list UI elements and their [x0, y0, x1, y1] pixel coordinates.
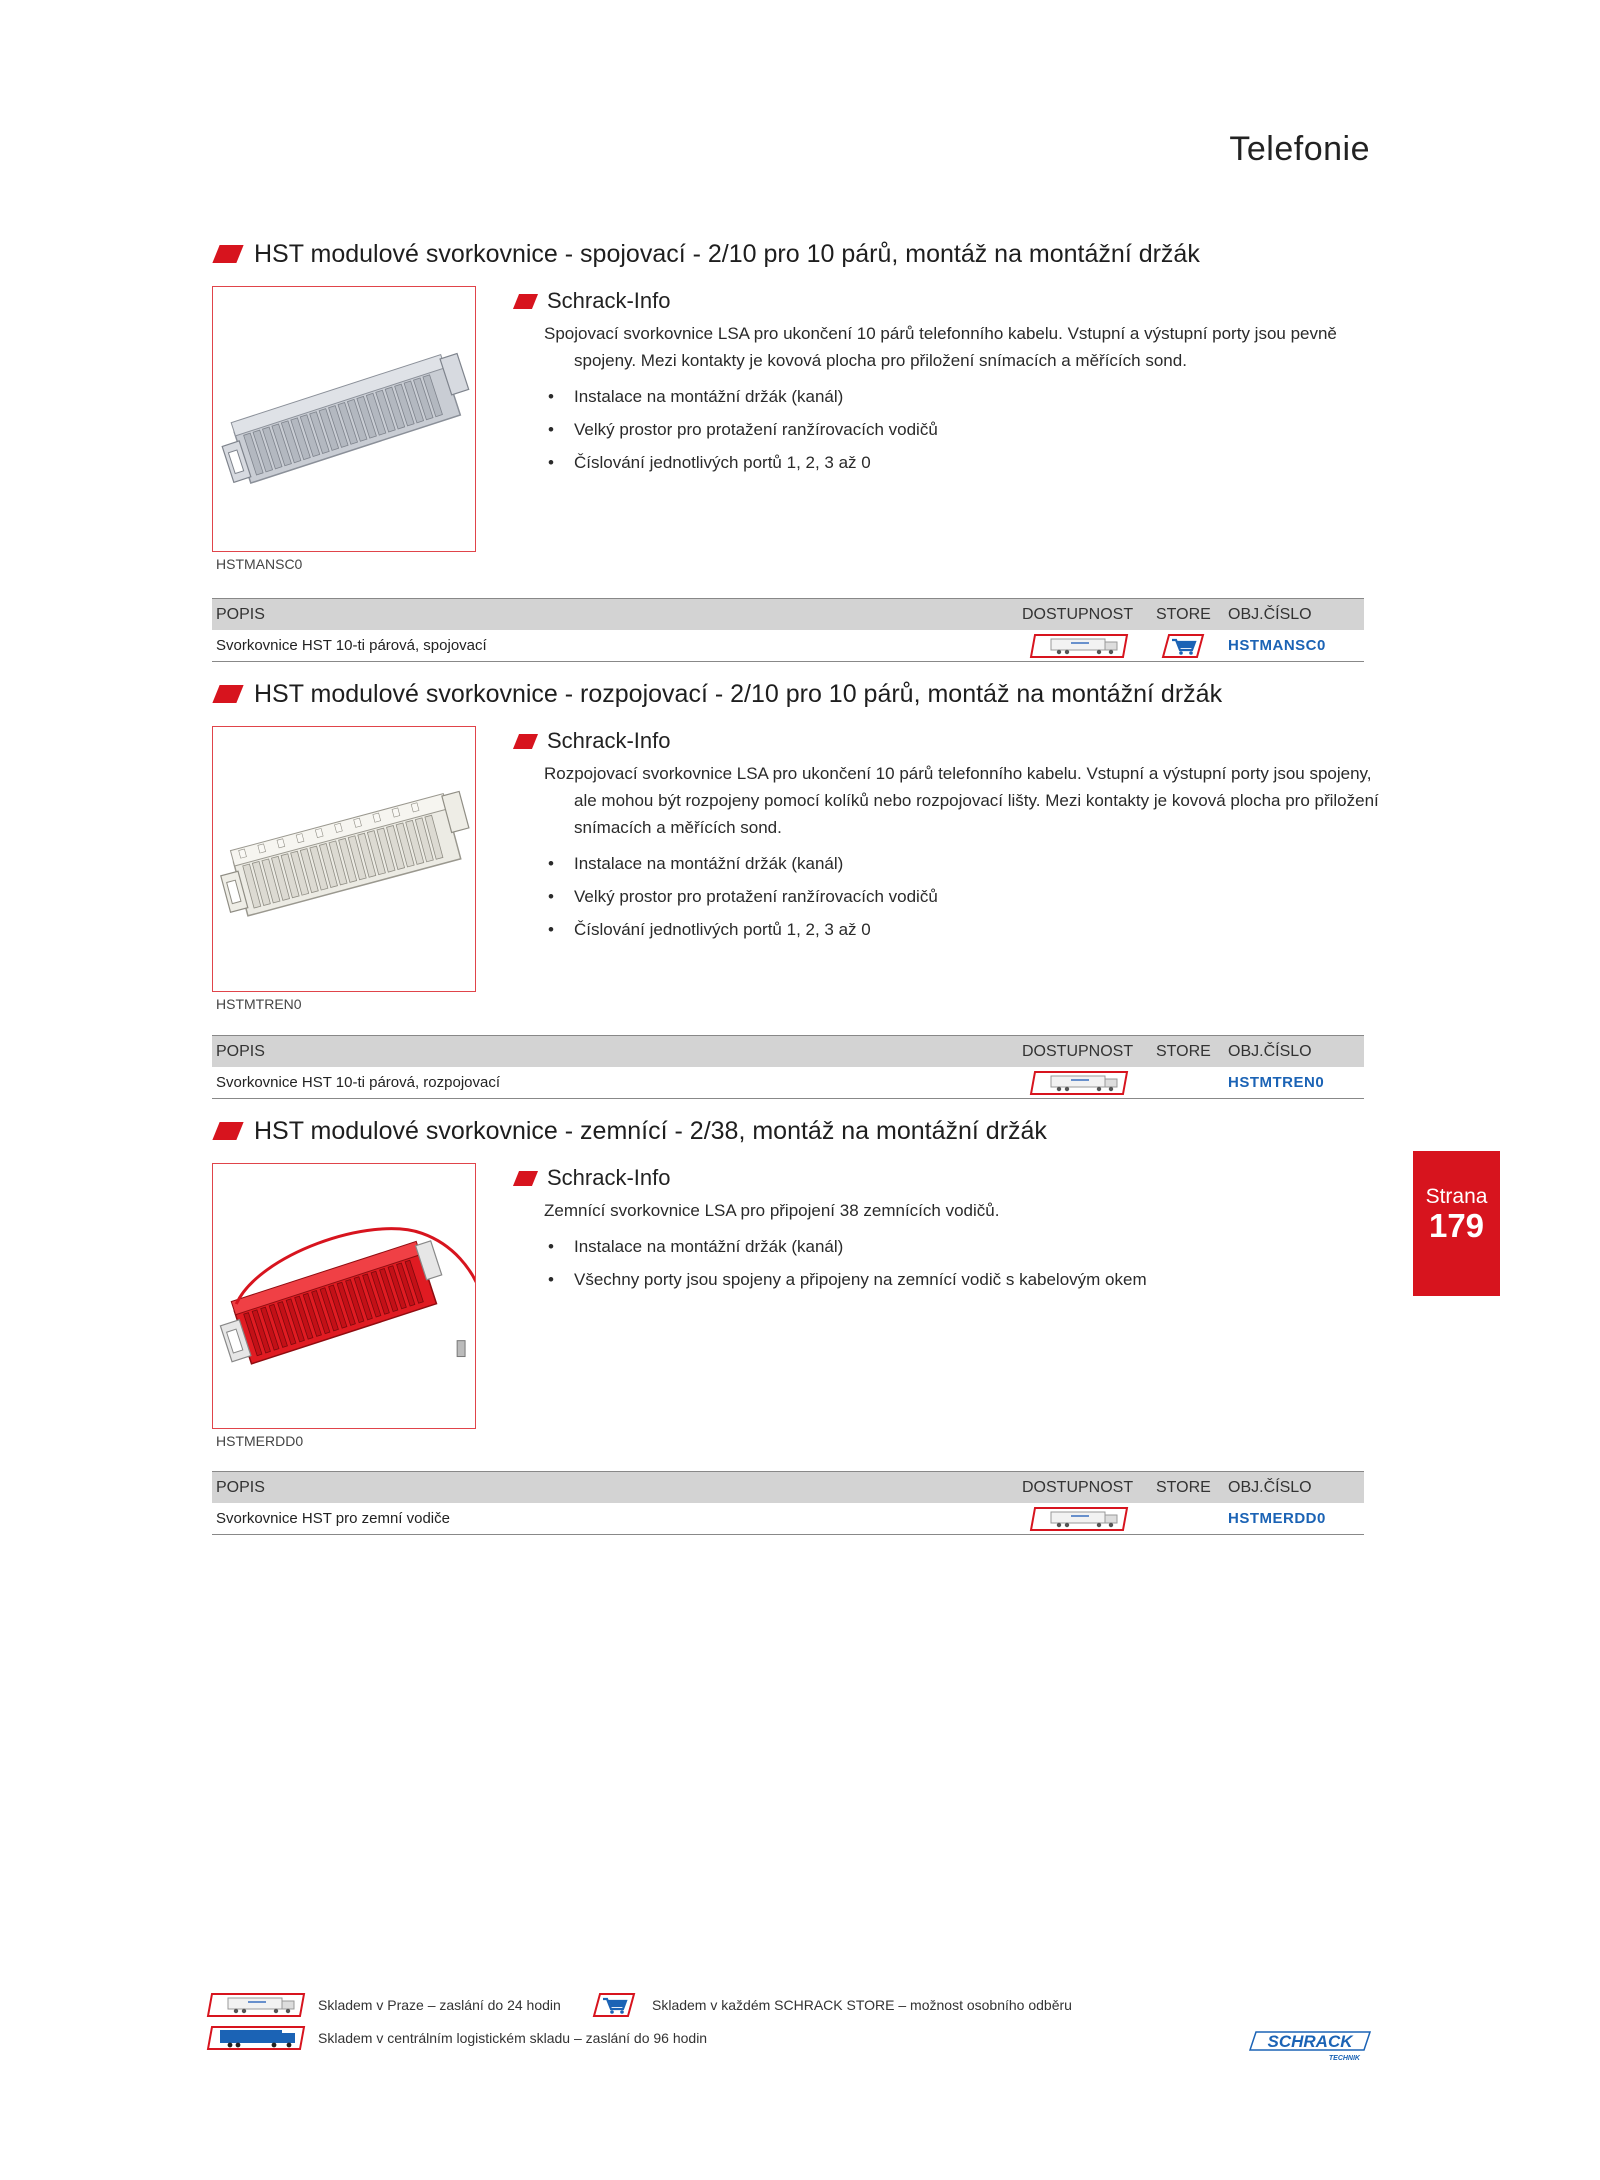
- feature-item: • Instalace na montážní držák (kanál): [544, 847, 1382, 880]
- image-code-label: HSTMANSC0: [216, 556, 303, 572]
- feature-item: • Velký prostor pro protažení ranžírovacích vodičů: [544, 880, 1382, 913]
- legend-text: Skladem v každém SCHRACK STORE – možnost osobního odběru: [652, 1997, 1072, 2013]
- page-label: Strana: [1425, 1185, 1488, 1208]
- blue-truck-icon: [206, 2025, 306, 2051]
- table-header: [212, 598, 1364, 630]
- section-header: [212, 676, 1362, 712]
- table-header: [212, 1471, 1364, 1503]
- feature-item: • Číslování jednotlivých portů 1, 2, 3 až 0: [544, 446, 1382, 479]
- cart-icon: [1161, 633, 1205, 659]
- order-code-link[interactable]: HSTMANSC0: [1228, 637, 1326, 654]
- red-bullet-icon: [513, 1171, 538, 1186]
- schrack-info: [512, 1163, 1382, 1296]
- product-section: [212, 1113, 1362, 1449]
- feature-item: • Velký prostor pro protažení ranžírovacích vodičů: [544, 413, 1382, 446]
- red-bullet-icon: [513, 734, 538, 749]
- feature-item: • Instalace na montážní držák (kanál): [544, 380, 1382, 413]
- col-popis: POPIS: [216, 1042, 265, 1060]
- info-title: Schrack-Info: [547, 1165, 671, 1190]
- info-description: Rozpojovací svorkovnice LSA pro ukončení 10 párů telefonního kabelu. Vstupní a výstupní porty jsou spojeny, ale mohou být rozpojeny pomocí kolíků nebo rozpojovací lišty. Mezi kontakty je kovová plocha pro přiložení snímacích a měřících sond.: [544, 764, 1379, 837]
- table-row: [212, 1503, 1364, 1535]
- col-obj: OBJ.ČÍSLO: [1228, 1042, 1312, 1060]
- section-header: [212, 236, 1362, 272]
- col-popis: POPIS: [216, 605, 265, 623]
- row-popis: Svorkovnice HST 10-ti párová, rozpojovací: [216, 1074, 501, 1091]
- feature-list: [544, 847, 1382, 946]
- col-store: STORE: [1156, 1478, 1211, 1496]
- legend-text: Skladem v centrálním logistickém skladu – zaslání do 96 hodin: [318, 2030, 708, 2046]
- red-grounding-block-image: [213, 1164, 475, 1428]
- table-header: [212, 1035, 1364, 1067]
- col-obj: OBJ.ČÍSLO: [1228, 1478, 1312, 1496]
- page-title: Telefonie: [1229, 130, 1370, 168]
- info-description: Spojovací svorkovnice LSA pro ukončení 10 párů telefonního kabelu. Vstupní a výstupní porty jsou pevně spojeny. Mezi kontakty je kovová plocha pro přiložení snímacích a měřících sond.: [544, 324, 1337, 370]
- col-store: STORE: [1156, 1042, 1211, 1060]
- red-bullet-icon: [212, 685, 243, 703]
- product-table: [212, 1471, 1364, 1535]
- legend-central: [206, 2025, 707, 2051]
- row-popis: Svorkovnice HST pro zemní vodiče: [216, 1510, 450, 1527]
- page-number-tab: [1413, 1151, 1500, 1296]
- product-image: [212, 286, 476, 552]
- truck-icon: [1029, 1506, 1129, 1532]
- col-obj: OBJ.ČÍSLO: [1228, 605, 1312, 623]
- section-title: HST modulové svorkovnice - spojovací - 2/10 pro 10 párů, montáž na montážní držák: [254, 239, 1200, 268]
- image-code-label: HSTMERDD0: [216, 1433, 304, 1449]
- col-dostupnost: DOSTUPNOST: [1022, 1042, 1134, 1060]
- cart-icon: [588, 1992, 640, 2018]
- row-popis: Svorkovnice HST 10-ti párová, spojovací: [216, 637, 487, 654]
- info-title: Schrack-Info: [547, 288, 671, 313]
- truck-icon: [1029, 1070, 1129, 1096]
- schrack-logo: [1248, 2028, 1372, 2066]
- col-dostupnost: DOSTUPNOST: [1022, 1478, 1134, 1496]
- feature-item: • Všechny porty jsou spojeny a připojeny na zemnící vodič s kabelovým okem: [544, 1263, 1382, 1296]
- order-code-link[interactable]: HSTMTREN0: [1228, 1074, 1325, 1091]
- info-description: Zemnící svorkovnice LSA pro připojení 38 zemnících vodičů.: [544, 1201, 1000, 1220]
- truck-icon: [206, 1992, 306, 2018]
- product-section: [212, 236, 1362, 572]
- gray-terminal-block-image: [213, 287, 475, 551]
- white-terminal-block-image: [213, 727, 475, 991]
- legend-text: Skladem v Praze – zaslání do 24 hodin: [318, 1997, 561, 2013]
- col-dostupnost: DOSTUPNOST: [1022, 605, 1134, 623]
- image-code-label: HSTMTREN0: [216, 996, 302, 1012]
- product-image: [212, 1163, 476, 1429]
- schrack-info: [512, 726, 1382, 946]
- red-bullet-icon: [513, 294, 538, 309]
- section-header: [212, 1113, 1362, 1149]
- section-title: HST modulové svorkovnice - rozpojovací - 2/10 pro 10 párů, montáž na montážní držák: [254, 679, 1223, 708]
- product-section: [212, 676, 1379, 1012]
- table-row: [212, 630, 1364, 662]
- feature-item: • Instalace na montážní držák (kanál): [544, 1230, 1382, 1263]
- table-row: [212, 1067, 1364, 1099]
- info-title: Schrack-Info: [547, 728, 671, 753]
- legend-store: [588, 1992, 1072, 2018]
- product-table: [212, 598, 1364, 662]
- legend-prague: [206, 1992, 561, 2018]
- product-table: [212, 1035, 1364, 1099]
- col-store: STORE: [1156, 605, 1211, 623]
- red-bullet-icon: [212, 1122, 243, 1140]
- feature-list: [544, 380, 1382, 479]
- feature-item: • Číslování jednotlivých portů 1, 2, 3 až 0: [544, 913, 1382, 946]
- feature-list: [544, 1230, 1382, 1296]
- product-image: [212, 726, 476, 992]
- schrack-info: [512, 286, 1382, 479]
- logo-sub: TECHNIK: [1328, 2055, 1360, 2062]
- logo-name: SCHRACK: [1267, 2032, 1353, 2051]
- col-popis: POPIS: [216, 1478, 265, 1496]
- page-number: 179: [1428, 1207, 1485, 1244]
- truck-icon: [1029, 633, 1129, 659]
- red-bullet-icon: [212, 245, 243, 263]
- section-title: HST modulové svorkovnice - zemnící - 2/38, montáž na montážní držák: [254, 1116, 1047, 1145]
- order-code-link[interactable]: HSTMERDD0: [1228, 1510, 1326, 1527]
